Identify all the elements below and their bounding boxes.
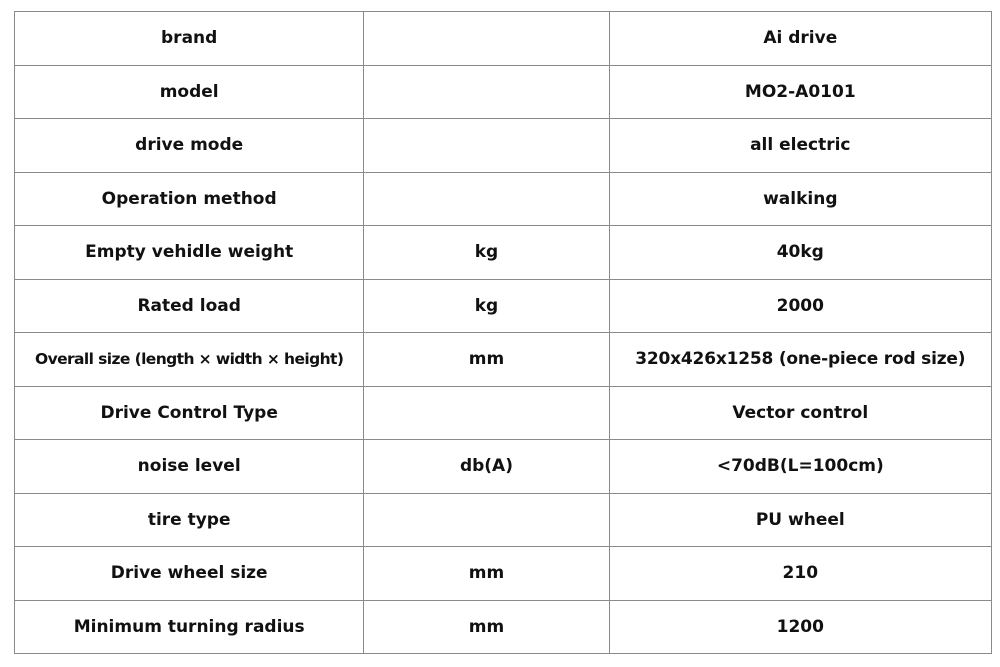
row-parameter: Overall size (length × width × height) bbox=[15, 333, 364, 387]
row-unit: mm bbox=[364, 547, 609, 601]
table-row bbox=[15, 440, 992, 494]
row-parameter: Drive wheel size bbox=[15, 547, 364, 601]
row-unit bbox=[364, 172, 609, 226]
row-parameter: noise level bbox=[15, 440, 364, 494]
row-value: 210 bbox=[609, 547, 991, 601]
row-parameter: Empty vehidle weight bbox=[15, 226, 364, 280]
table-row bbox=[15, 65, 992, 119]
row-parameter: drive mode bbox=[15, 119, 364, 173]
table-row bbox=[15, 600, 992, 654]
spec-table bbox=[14, 11, 992, 654]
table-row bbox=[15, 547, 992, 601]
row-parameter: Operation method bbox=[15, 172, 364, 226]
row-unit bbox=[364, 12, 609, 66]
row-parameter: Drive Control Type bbox=[15, 386, 364, 440]
row-value: Vector control bbox=[609, 386, 991, 440]
row-value: 320x426x1258 (one-piece rod size) bbox=[609, 333, 991, 387]
row-value: walking bbox=[609, 172, 991, 226]
table-row bbox=[15, 119, 992, 173]
row-parameter: brand bbox=[15, 12, 364, 66]
row-unit: mm bbox=[364, 333, 609, 387]
table-row bbox=[15, 493, 992, 547]
row-value: all electric bbox=[609, 119, 991, 173]
row-unit bbox=[364, 65, 609, 119]
table-row bbox=[15, 386, 992, 440]
row-parameter: Rated load bbox=[15, 279, 364, 333]
row-unit bbox=[364, 493, 609, 547]
table-row bbox=[15, 12, 992, 66]
row-value: PU wheel bbox=[609, 493, 991, 547]
row-value: <70dB(L=100cm) bbox=[609, 440, 991, 494]
row-parameter: tire type bbox=[15, 493, 364, 547]
row-value: 2000 bbox=[609, 279, 991, 333]
row-unit: mm bbox=[364, 600, 609, 654]
row-value: 40kg bbox=[609, 226, 991, 280]
row-value: Ai drive bbox=[609, 12, 991, 66]
row-value: 1200 bbox=[609, 600, 991, 654]
row-unit: db(A) bbox=[364, 440, 609, 494]
row-parameter: Minimum turning radius bbox=[15, 600, 364, 654]
row-parameter: model bbox=[15, 65, 364, 119]
table-row bbox=[15, 226, 992, 280]
row-unit: kg bbox=[364, 279, 609, 333]
row-value: MO2-A0101 bbox=[609, 65, 991, 119]
row-unit bbox=[364, 386, 609, 440]
row-unit: kg bbox=[364, 226, 609, 280]
table-row bbox=[15, 172, 992, 226]
table-row bbox=[15, 333, 992, 387]
row-unit bbox=[364, 119, 609, 173]
table-row bbox=[15, 279, 992, 333]
